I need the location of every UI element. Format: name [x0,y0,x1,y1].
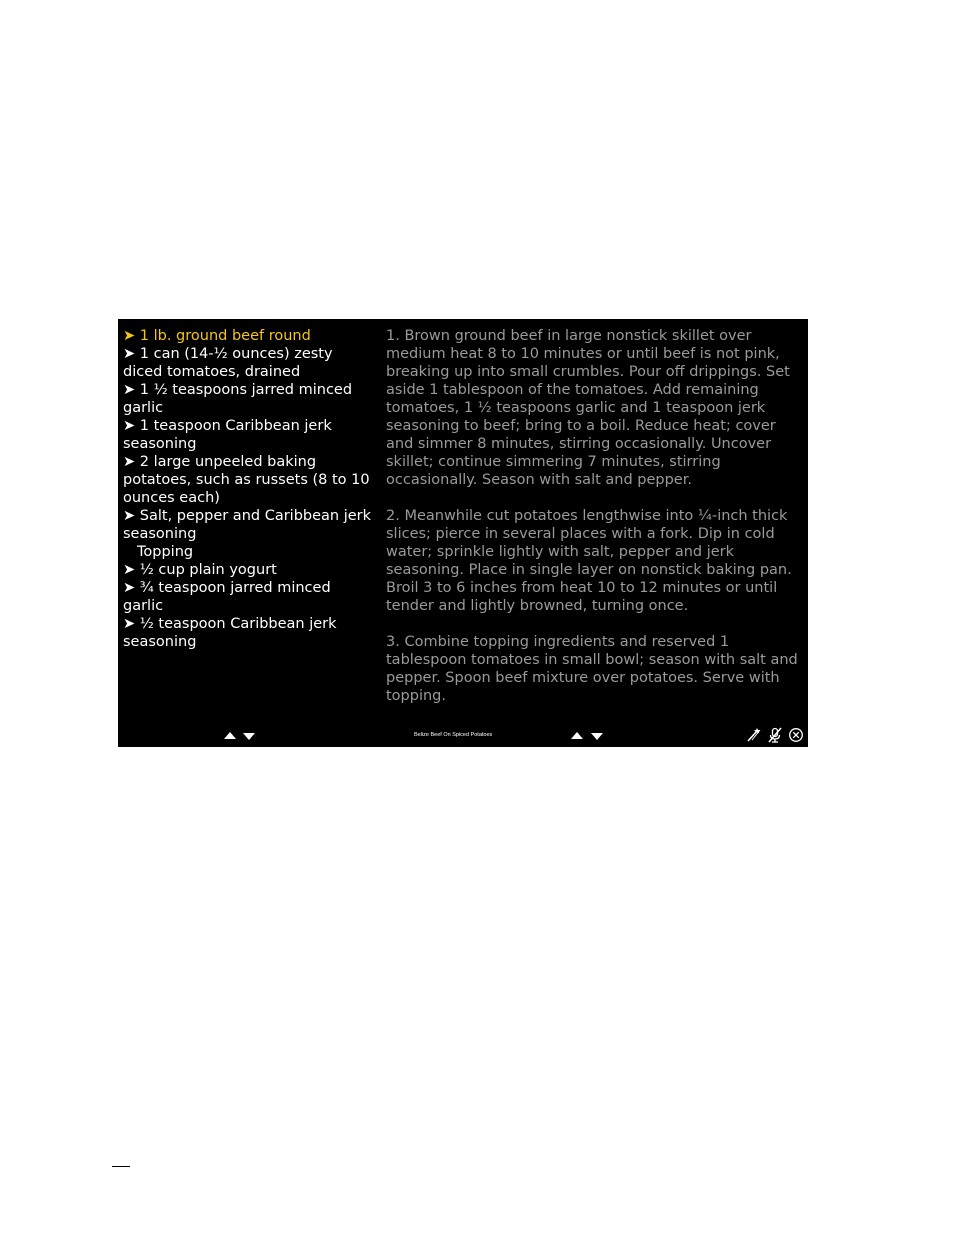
steps-scroll-up-button[interactable] [570,731,584,741]
arrow-down-icon [591,733,603,740]
arrow-up-icon [571,732,583,739]
instruction-step: 2. Meanwhile cut potatoes lengthwise into ¼-inch thick slices; pierce in several places with a fork. Dip in cold water; sprinkle lightly with salt, pepper and jerk seasoning. Place in single layer on nonstick baking pan. Broil 3 to 6 inches from heat 10 to 12 minutes or until tender and lightly browned, turning once. [386,508,792,614]
instruction-step: 1. Brown ground beef in large nonstick skillet over medium heat 8 to 10 minutes or until beef is not pink, breaking up into small crumbles. Pour off drippings. Set aside 1 tablespoon of the tomatoes. Add remaining tomatoes, 1 ½ teaspoons garlic and 1 teaspoon jerk seasoning to beef; bring to a boil. Reduce heat; cover and simmer 8 minutes, stirring occasionally. Uncover skillet; continue simmering 7 minutes, stirring occasionally. Season with salt and pepper. [386,328,790,488]
recipe-viewer [118,319,808,747]
arrow-down-icon [243,733,255,740]
magic-wand-icon [746,727,762,743]
ingredient-item[interactable]: ➤ 2 large unpeeled baking potatoes, such as russets (8 to 10 ounces each) [123,454,370,506]
steps-scroll-down-button[interactable] [590,731,604,741]
close-circle-icon [788,727,804,743]
instructions-panel[interactable] [386,327,802,703]
arrow-up-icon [224,732,236,739]
ingredient-item[interactable]: ➤ 1 lb. ground beef round [123,328,311,344]
ingredient-item[interactable]: ➤ Salt, pepper and Caribbean jerk seasoning [123,508,372,542]
ingredients-scroll-down-button[interactable] [242,731,256,741]
page-divider [112,1166,130,1167]
microphone-muted-icon [767,727,783,743]
ingredient-item[interactable]: ➤ ¾ teaspoon jarred minced garlic [123,580,331,614]
wand-toggle-button[interactable] [746,727,762,743]
recipe-title: Belize Beef On Spiced Potatoes [414,732,493,738]
ingredient-item[interactable]: ➤ 1 teaspoon Caribbean jerk seasoning [123,418,332,452]
ingredient-section-heading: Topping [137,544,194,560]
instruction-step: 3. Combine topping ingredients and reserved 1 tablespoon tomatoes in small bowl; season with salt and pepper. Spoon beef mixture over potatoes. Serve with topping. [386,634,798,703]
ingredients-list[interactable] [123,327,373,651]
close-button[interactable] [788,727,804,743]
ingredient-item[interactable]: ➤ ½ teaspoon Caribbean jerk seasoning [123,616,337,650]
mute-voice-button[interactable] [767,727,783,743]
ingredient-item[interactable]: ➤ 1 ½ teaspoons jarred minced garlic [123,382,353,416]
ingredient-item[interactable]: ➤ ½ cup plain yogurt [123,562,277,578]
ingredient-item[interactable]: ➤ 1 can (14-½ ounces) zesty diced tomatoes, drained [123,346,333,380]
ingredients-scroll-up-button[interactable] [223,731,237,741]
